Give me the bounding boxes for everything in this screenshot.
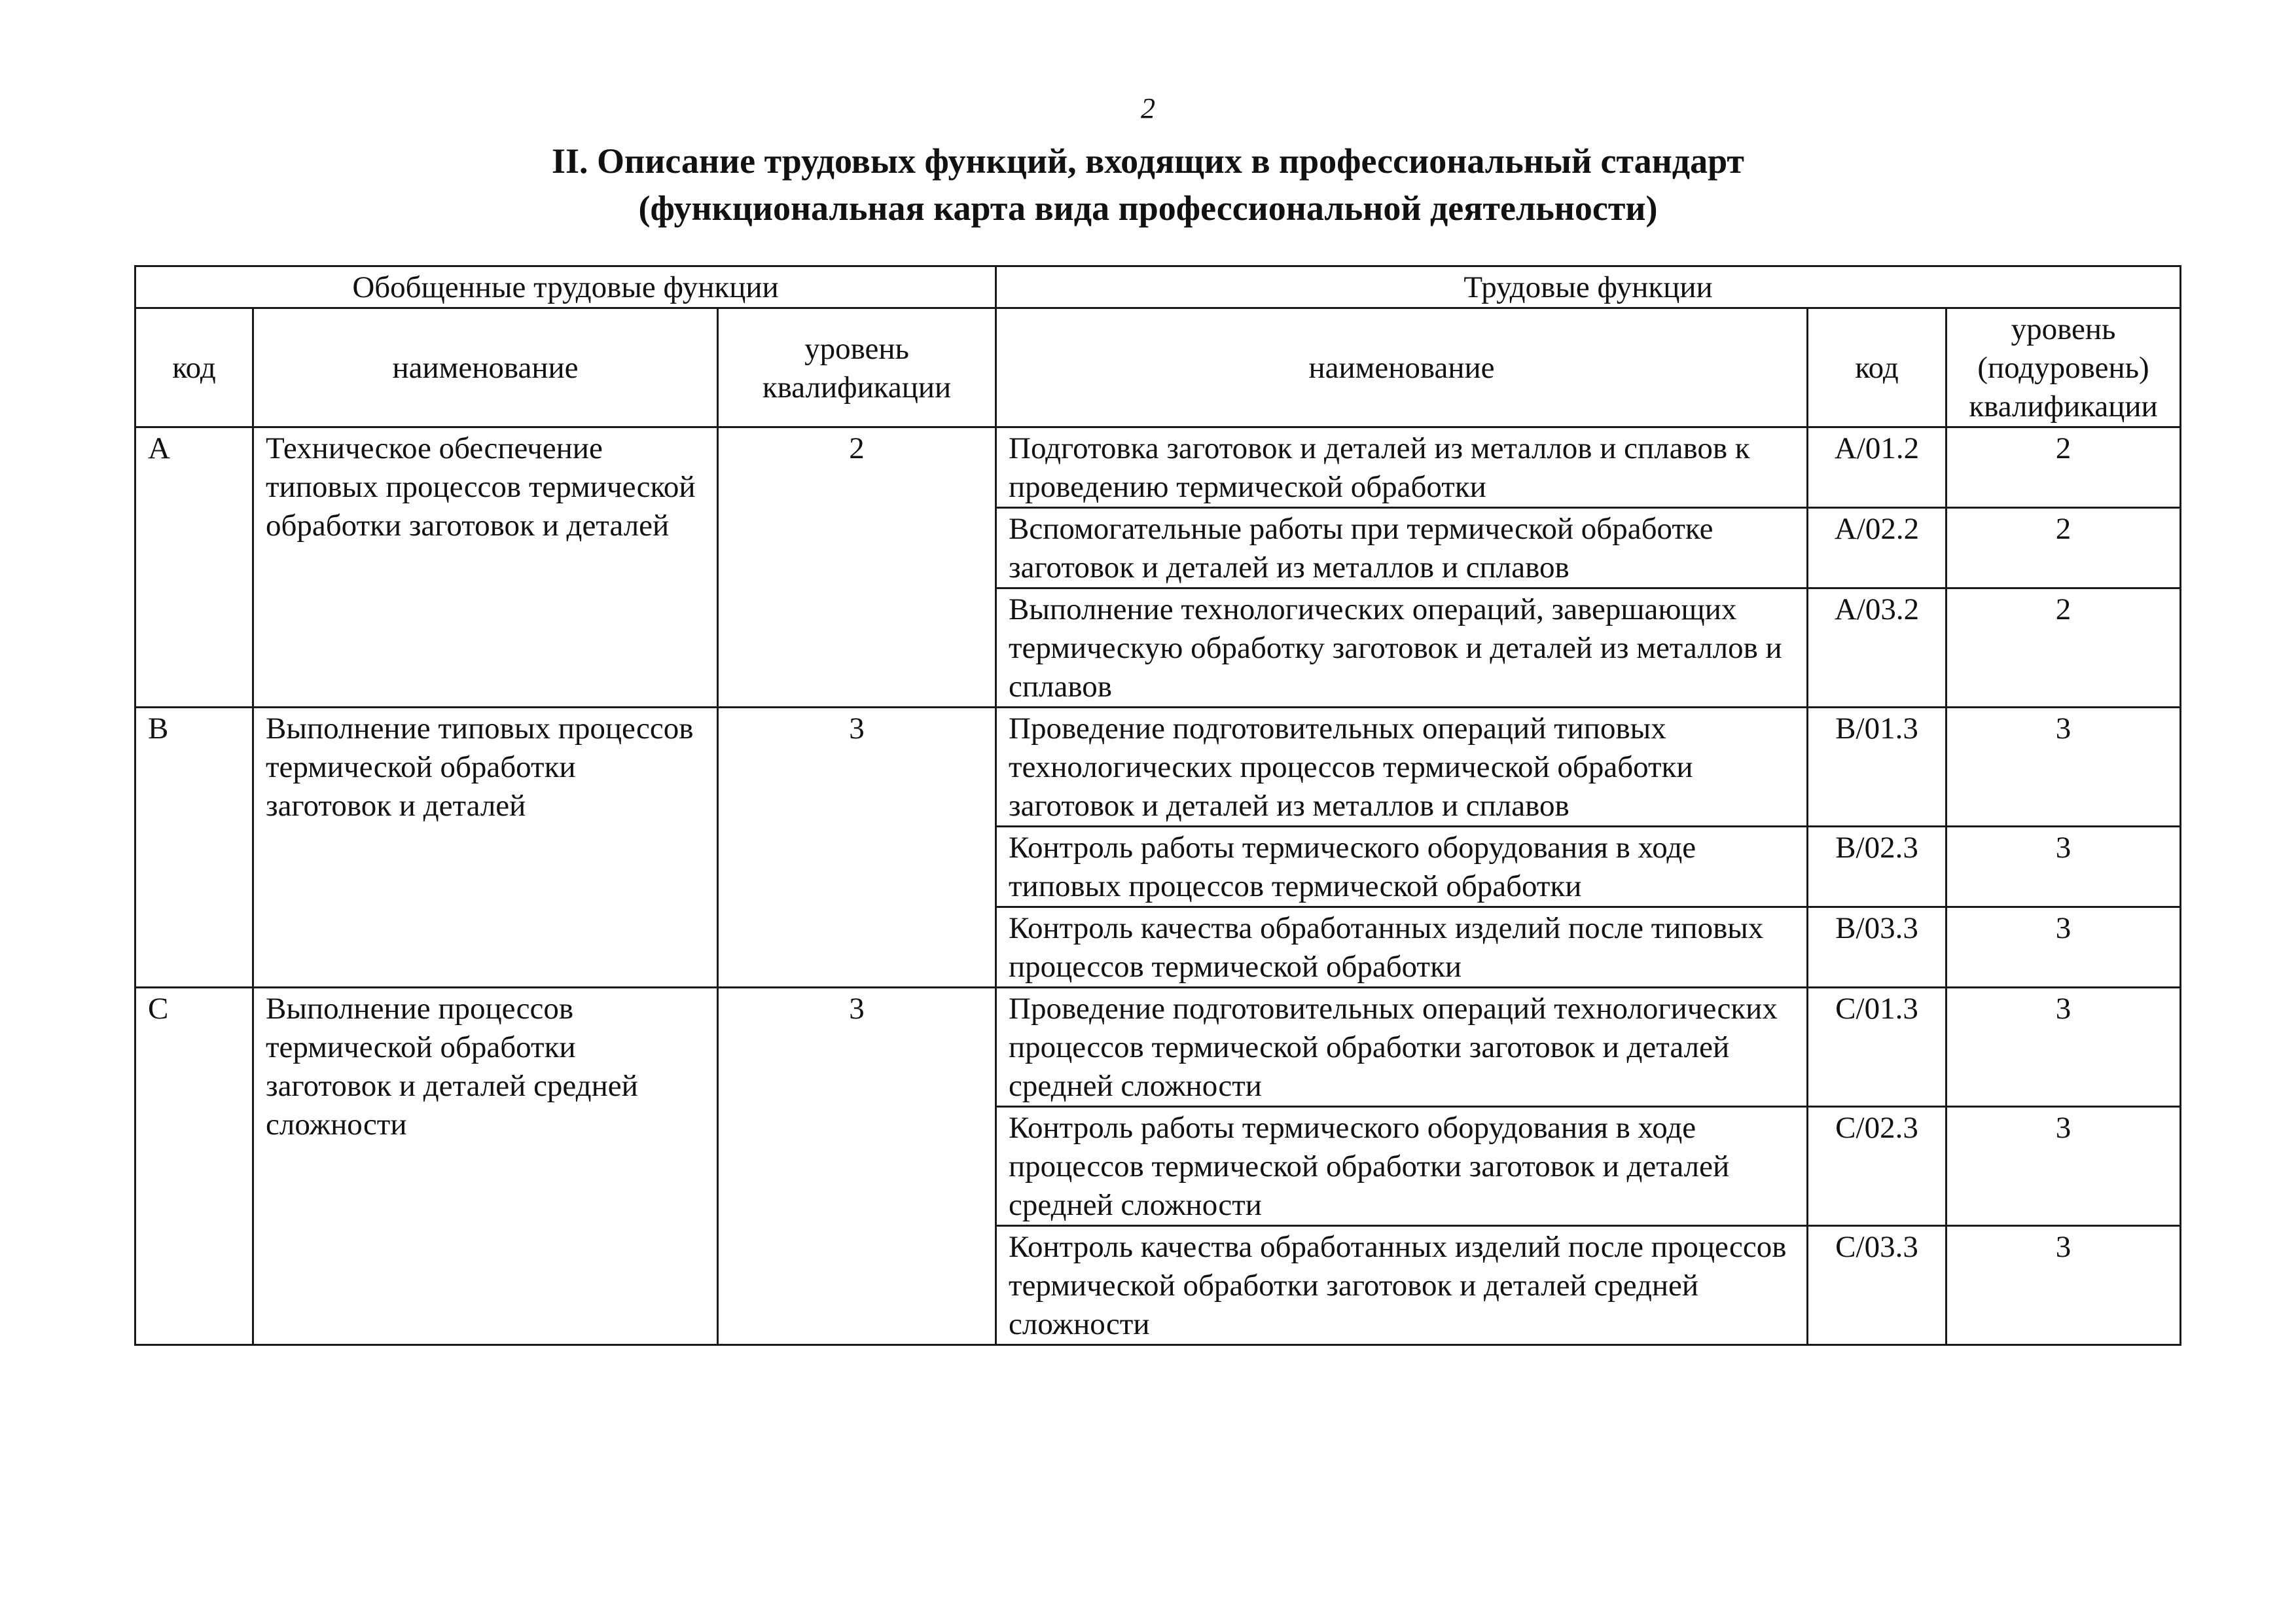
generalized-name: Выполнение процессов термической обработки заготовок и деталей средней сложности (253, 988, 718, 1345)
function-level: 3 (1946, 988, 2181, 1107)
function-code: A/01.2 (1808, 427, 1946, 508)
table-row (135, 427, 2181, 508)
function-name: Подготовка заготовок и деталей из металлов и сплавов к проведению термической обработки (996, 427, 1808, 508)
function-name: Контроль работы термического оборудования в ходе процессов термической обработки заготовок и деталей средней сложности (996, 1107, 1808, 1226)
generalized-name: Выполнение типовых процессов термической обработки заготовок и деталей (253, 708, 718, 988)
col-fn-code: код (1808, 308, 1946, 427)
column-header-row (135, 308, 2181, 427)
group-header-row (135, 266, 2181, 308)
function-code: B/03.3 (1808, 907, 1946, 988)
function-code: C/02.3 (1808, 1107, 1946, 1226)
col-gen-name: наименование (253, 308, 718, 427)
functional-map-table (134, 265, 2181, 1346)
function-name: Вспомогательные работы при термической обработке заготовок и деталей из металлов и сплавов (996, 508, 1808, 588)
table-row (135, 708, 2181, 827)
generalized-level: 3 (718, 708, 996, 988)
page-title (0, 137, 2296, 232)
function-level: 2 (1946, 427, 2181, 508)
function-name: Контроль работы термического оборудования в ходе типовых процессов термической обработки (996, 827, 1808, 907)
generalized-name: Техническое обеспечение типовых процессов термической обработки заготовок и деталей (253, 427, 718, 708)
function-code: A/02.2 (1808, 508, 1946, 588)
generalized-level: 2 (718, 427, 996, 708)
function-level: 3 (1946, 907, 2181, 988)
function-code: C/01.3 (1808, 988, 1946, 1107)
function-code: B/01.3 (1808, 708, 1946, 827)
function-name: Проведение подготовительных операций типовых технологических процессов термической обработки заготовок и деталей из металлов и сплавов (996, 708, 1808, 827)
generalized-code: A (135, 427, 253, 708)
function-level: 3 (1946, 827, 2181, 907)
function-code: A/03.2 (1808, 588, 1946, 708)
generalized-level: 3 (718, 988, 996, 1345)
generalized-code: C (135, 988, 253, 1345)
labor-functions-header: Трудовые функции (996, 266, 2181, 308)
function-name: Контроль качества обработанных изделий после типовых процессов термической обработки (996, 907, 1808, 988)
function-code: C/03.3 (1808, 1226, 1946, 1345)
page-number: 2 (1141, 92, 1155, 124)
function-level: 2 (1946, 508, 2181, 588)
col-fn-name: наименование (996, 308, 1808, 427)
generalized-functions-header: Обобщенные трудовые функции (135, 266, 996, 308)
col-fn-level: уровень (подуровень) квалификации (1946, 308, 2181, 427)
function-level: 3 (1946, 708, 2181, 827)
table-row (135, 988, 2181, 1107)
generalized-code: B (135, 708, 253, 988)
col-gen-level: уровень квалификации (718, 308, 996, 427)
function-code: B/02.3 (1808, 827, 1946, 907)
function-level: 3 (1946, 1226, 2181, 1345)
title-line-2: (функциональная карта вида профессиональной деятельности) (638, 189, 1658, 228)
title-line-1: II. Описание трудовых функций, входящих в профессиональный стандарт (552, 141, 1744, 181)
function-level: 2 (1946, 588, 2181, 708)
function-name: Проведение подготовительных операций технологических процессов термической обработки заготовок и деталей средней сложности (996, 988, 1808, 1107)
function-name: Контроль качества обработанных изделий после процессов термической обработки заготовок и деталей средней сложности (996, 1226, 1808, 1345)
col-gen-code: код (135, 308, 253, 427)
function-name: Выполнение технологических операций, завершающих термическую обработку заготовок и деталей из металлов и сплавов (996, 588, 1808, 708)
function-level: 3 (1946, 1107, 2181, 1226)
